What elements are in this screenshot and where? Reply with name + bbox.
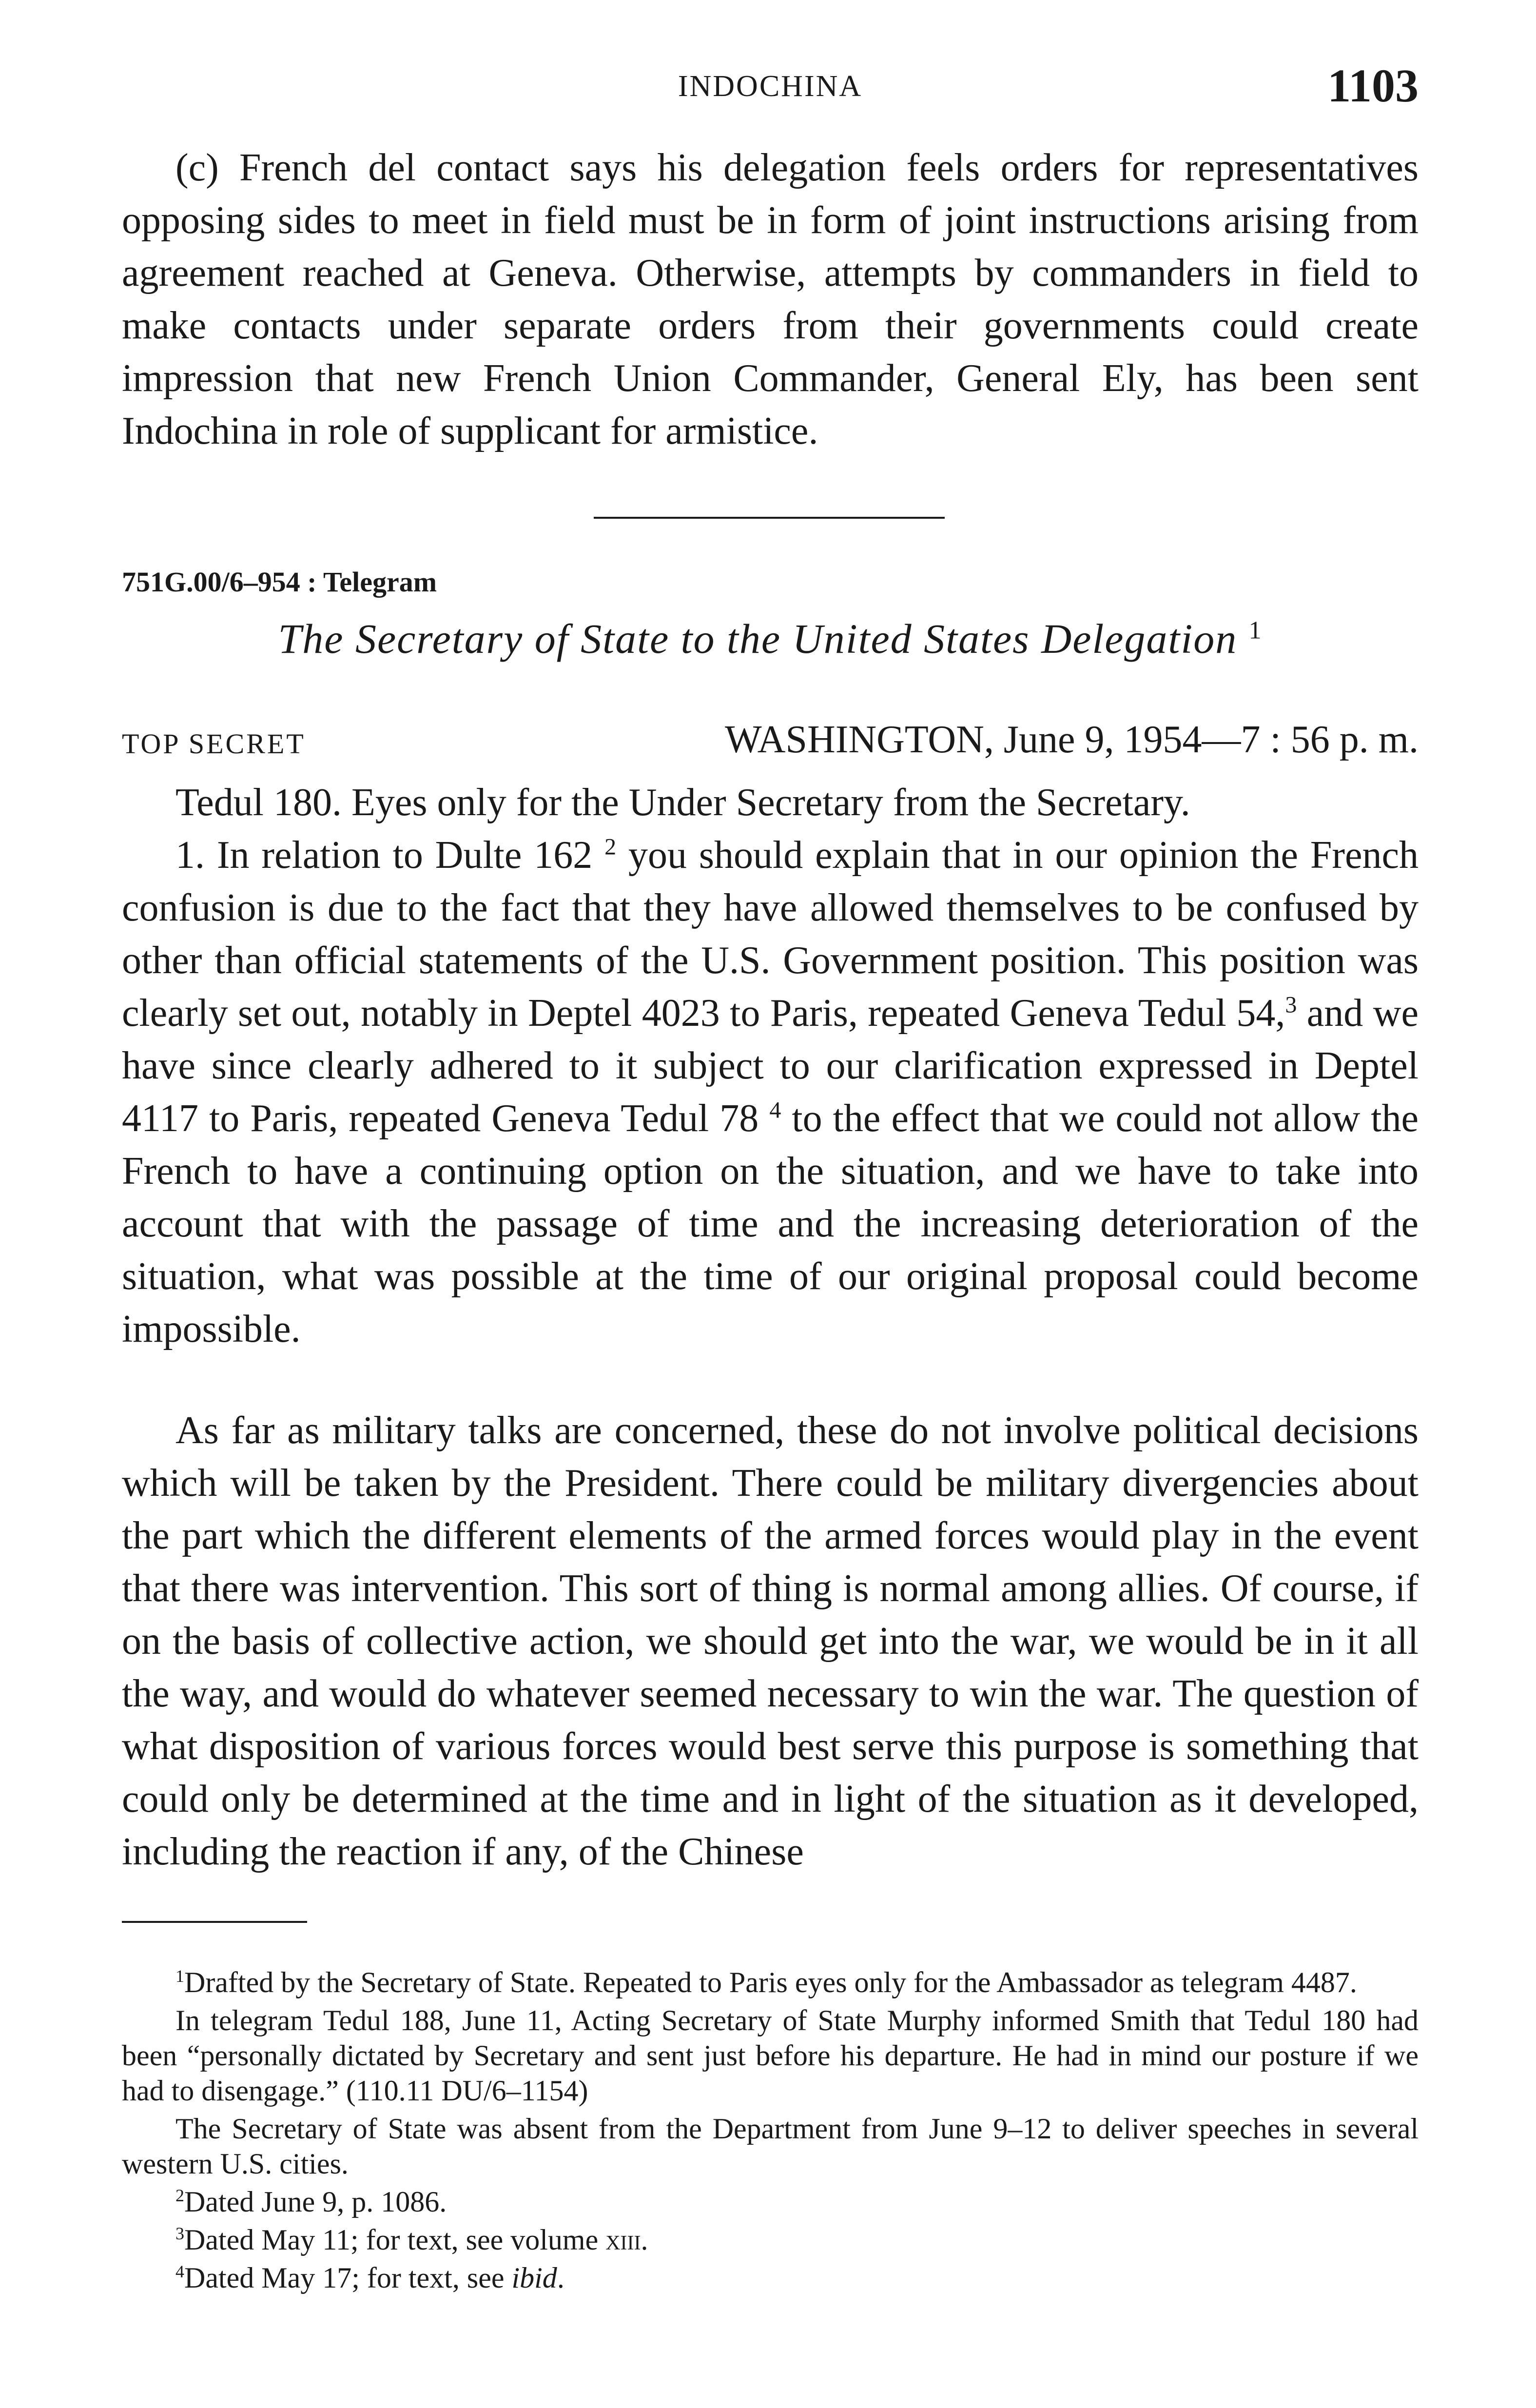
footnote-3-text: Dated May 11; for text, see volume [184,2224,606,2256]
footnote-divider [122,1921,307,1923]
footnote-2-mark: 2 [175,2186,184,2205]
paragraph-1-part-2: you should explain that in our opinion the French confusion is due to the fact that they have allowed themselves to be confused by other than official statements of the U.S. Government position. This position was clearly set out, notably in Deptel 4023 to Paris, repeated Geneva Tedul 54, [122,834,1419,1035]
footnote-3-mark: 3 [175,2224,184,2243]
running-title: INDOCHINA [678,70,863,103]
paragraph-1-part-3: and we have since clearly adhered to it subject to our clarification expressed in Deptel 4117 to Paris, repeated Geneva Tedul 78 [122,992,1419,1140]
footnote-1-para-3: The Secretary of State was absent from the Department from June 9–12 to deliver speeches in several western U.S. cities. [122,2113,1419,2180]
footnote-ref-4: 4 [769,1097,781,1123]
running-header [122,59,1419,117]
footnote-4-end: . [557,2262,564,2294]
footnotes [122,1965,1419,2298]
paragraph-1 [122,829,1419,1355]
paragraph-2: As far as military talks are concerned, these do not involve political decisions which will be taken by the President. There could be military divergencies about the part which the different elements of the armed forces would play in the event that there was intervention. This sort of thing is normal among allies. Of course, if on the basis of collective action, we should get into the war, we would be in it all the way, and would do whatever seemed necessary to win the war. The question of what disposition of various forces would best serve this purpose is something that could only be determined at the time and in light of the situation as it developed, including the reaction if any, of the Chinese [122,1409,1419,1873]
footnote-2 [122,2184,1419,2219]
footnote-4-text: Dated May 17; for text, see [184,2262,512,2294]
paragraph-1-part-1: 1. In relation to Dulte 162 [175,834,593,877]
footnote-1-text: Drafted by the Secretary of State. Repeated to Paris eyes only for the Ambassador as telegram 4487. [184,1966,1357,1998]
document-title [122,614,1419,663]
footnote-4 [122,2260,1419,2295]
footnote-1 [122,1965,1419,2000]
footnote-3-end: . [641,2224,648,2256]
footnote-4-mark: 4 [175,2262,184,2281]
file-reference: 751G.00/6–954 : Telegram [122,566,437,598]
footnote-ref-2: 2 [604,834,617,860]
footnote-1-para-2: In telegram Tedul 188, June 11, Acting Secretary of State Murphy informed Smith that Tedul 180 had been “personally dictated by Secretary and sent just before his departure. He had in mind our posture if we had to disengage.” (110.11 DU/6–1154) [122,2004,1419,2107]
footnote-3 [122,2222,1419,2257]
classification-marking: TOP SECRET [122,728,306,760]
opening-line: Tedul 180. Eyes only for the Under Secretary from the Secretary. [175,781,1190,824]
document-title-text: The Secretary of State to the United States Delegation [278,615,1238,662]
title-footnote-ref: 1 [1248,616,1263,645]
dateline: WASHINGTON, June 9, 1954—7 : 56 p. m. [725,718,1419,761]
section-divider [594,517,945,519]
footnote-1-mark: 1 [175,1966,184,1986]
footnote-2-text: Dated June 9, p. 1086. [184,2186,447,2218]
footnote-4-ibid: ibid [511,2262,557,2294]
page-number: 1103 [1327,59,1419,112]
footnote-3-volume: xiii [605,2224,641,2256]
footnote-ref-3: 3 [1285,992,1297,1018]
paragraph-c: (c) French del contact says his delegation feels orders for representatives opposing sides to meet in field must be in form of joint instructions arising from agreement reached at Geneva. Otherwise, attempts by commanders in field to make contacts under separate orders from their governments could create impression that new French Union Commander, General Ely, has been sent Indochina in role of supplicant for armistice. [122,146,1419,452]
paragraph-1-part-4: to the effect that we could not allow the French to have a continuing option on the situation, and we have to take into account that with the passage of time and the increasing deterioration of the situation, what was possible at the time of our original proposal could become impossible. [122,1097,1419,1351]
